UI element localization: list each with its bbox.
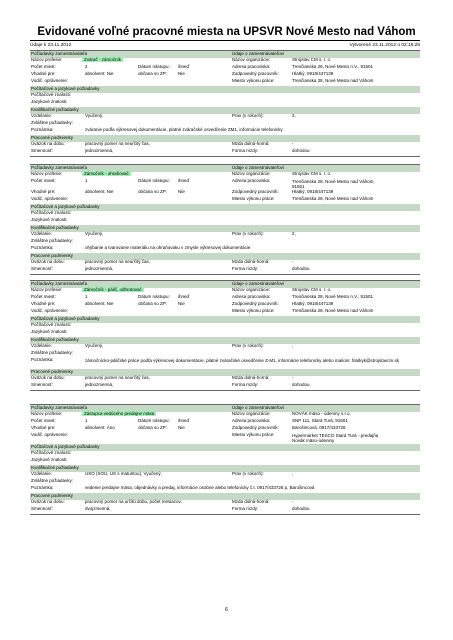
field-label: Miesto výkonu práce: xyxy=(232,432,275,437)
workplace-value: Trenčianska 28, Nové Mesto nad Váhom xyxy=(292,308,374,313)
listing-divider xyxy=(30,390,420,391)
listing-row xyxy=(30,358,420,369)
shifts-value: jednozmenná, xyxy=(85,265,114,271)
field-label: Poznámka: xyxy=(31,484,54,490)
job-listing xyxy=(30,404,420,515)
practice-value: , xyxy=(292,343,294,348)
field-label: Názov organizácie: xyxy=(232,411,271,416)
education-value: Vyučený, xyxy=(85,113,104,118)
field-label: Forma mzdy: xyxy=(232,505,259,511)
field-label: Vodič. oprávnenie: xyxy=(31,195,69,201)
field-label: Poznámka: xyxy=(31,357,54,362)
field-label: Prax (v rokoch): xyxy=(232,343,264,348)
section-label: Pracovné podmienky xyxy=(31,252,74,258)
listing-row xyxy=(30,93,420,100)
contact-value: Hlatký, 0918/447139 xyxy=(292,71,334,76)
shifts-value: jednozmenná, xyxy=(85,148,114,153)
field-label: Počet miest: xyxy=(31,178,56,183)
field-label: Vhodné pre: xyxy=(31,188,56,194)
field-label: Smennosť: xyxy=(31,265,53,271)
field-label: Mzda dolná-horná: xyxy=(232,374,270,380)
field-label: Adresa pracoviska: xyxy=(232,178,271,183)
pay-form-value: dohodou xyxy=(292,265,310,271)
listing-row xyxy=(30,100,420,107)
created-timestamp: Vytvorené 23.11.2012 o 02:16:25 xyxy=(349,43,420,48)
field-label: občana so ZP: xyxy=(138,425,168,430)
graduate-value: Nie xyxy=(178,188,185,194)
field-label: Adresa pracoviska: xyxy=(232,418,271,423)
graduate-value: Nie xyxy=(178,71,185,76)
field-label: Prax (v rokoch): xyxy=(232,470,264,476)
count-value: 1 xyxy=(85,294,88,299)
field-label: Vzdelanie: xyxy=(31,343,53,348)
field-label: Počítačové znalosti: xyxy=(31,322,72,327)
field-label: Vzdelanie: xyxy=(31,230,53,236)
listing-row xyxy=(30,172,420,179)
qualification-section-header xyxy=(30,204,420,211)
note-value: zváranie podľa výkresovej dokumentácie, platné zváračské osvedčenie ZM1, informácie telefonicky xyxy=(85,127,283,132)
field-label: Názov profesie: xyxy=(31,287,63,292)
org-value: Strojstav CM s. r. o. xyxy=(292,57,332,62)
practice-value: , xyxy=(292,470,294,476)
field-label: Názov organizácie: xyxy=(232,171,271,176)
profession-value: Zámočník - ohraňovač xyxy=(84,171,129,176)
listing-divider xyxy=(30,156,420,157)
field-label: Zodpovedný pracovník: xyxy=(232,301,279,306)
salary-value: - xyxy=(292,498,294,504)
field-label: Zvláštne požiadavky: xyxy=(31,350,74,355)
section-label: Pracovné podmienky xyxy=(31,368,74,374)
field-label: Počítačové znalosti: xyxy=(31,209,72,215)
profession-value: Zástupca vedúceho predajne mäsa xyxy=(84,411,155,416)
section-label: Údaje o zamestnávateľovi xyxy=(232,281,284,286)
shifts-value: jednozmenná, xyxy=(85,381,114,387)
field-label: Smennosť: xyxy=(31,505,53,511)
field-label: Adresa pracoviska: xyxy=(232,64,271,69)
field-label: Názov organizácie: xyxy=(232,287,271,292)
field-label: Úväzok na dobu: xyxy=(31,498,65,504)
section-label: Údaje o zamestnávateľovi xyxy=(232,165,284,170)
practice-value: 2, xyxy=(292,230,296,236)
start-value: ihneď xyxy=(178,178,190,183)
field-label: Poznámka: xyxy=(31,127,54,132)
employment-value: pracovný pomer na neurčitý čas, xyxy=(85,374,151,380)
job-listing xyxy=(30,50,420,157)
section-label: Požiadavky zamestnávateľa xyxy=(31,281,88,286)
listing-row xyxy=(30,426,420,433)
suitable-value: absolvent: Nie xyxy=(85,301,114,306)
field-label: Forma mzdy: xyxy=(232,148,259,153)
field-label: Dátum nástupu: xyxy=(138,64,170,69)
workplace-value: Trenčianska 28, Nové Mesto nad Váhom xyxy=(292,78,374,83)
education-value: USO (SOU, US s maturitou), Vyučený, xyxy=(85,470,162,476)
contact-value: Hlatký, 0918/447139 xyxy=(292,301,334,306)
listing-row xyxy=(30,433,420,444)
field-label: Dátum nástupu: xyxy=(138,418,170,423)
field-label: Poznámka: xyxy=(31,244,54,250)
title-rule xyxy=(30,40,420,41)
field-label: Počet miest: xyxy=(31,64,56,69)
page-number: 6 xyxy=(225,607,228,613)
field-label: Názov profesie: xyxy=(31,411,63,416)
pay-form-value: dohodou xyxy=(292,505,310,511)
section-label: Kvalifikačné požiadavky xyxy=(31,107,79,112)
listing-row xyxy=(30,330,420,337)
section-label: Kvalifikačné požiadavky xyxy=(31,224,79,230)
workplace-value: Trenčianska 28, Nové Mesto nad Váhom xyxy=(292,195,374,201)
listing-row xyxy=(30,149,420,156)
listing-row xyxy=(30,458,420,465)
field-label: Adresa pracoviska: xyxy=(232,294,271,299)
employment-value: pracovný pomer na neurčitý čas, xyxy=(85,258,151,264)
field-label: Počítačové znalosti: xyxy=(31,92,72,97)
field-label: Vhodné pre: xyxy=(31,425,56,430)
section-label: Požiadavky zamestnávateľa xyxy=(31,405,88,410)
employment-value: pracovný pomer na určitú dobu, počet mesiacov, xyxy=(85,498,182,504)
field-label: Jazykové znalosti: xyxy=(31,216,68,222)
listing-row xyxy=(30,79,420,86)
listing-row xyxy=(30,486,420,493)
section-label: Požiadavky zamestnávateľa xyxy=(31,51,88,56)
salary-value: - xyxy=(292,141,294,146)
field-label: Vodič. oprávnenie: xyxy=(31,308,69,313)
listing-row xyxy=(30,351,420,358)
graduate-value: Nie xyxy=(178,301,185,306)
field-label: Prax (v rokoch): xyxy=(232,113,264,118)
listing-row xyxy=(30,412,420,419)
shifts-value: dvojzmenná, xyxy=(85,505,111,511)
profession-value: Zvárač - zámočník xyxy=(84,57,122,62)
field-label: Miesto výkonu práce: xyxy=(232,308,275,313)
listing-row xyxy=(30,211,420,218)
field-label: Jazykové znalosti: xyxy=(31,99,68,104)
start-value: ihneď xyxy=(178,294,190,299)
address-value: Trenčianska 28, Nové Mesto nad Váhom, 91501 xyxy=(292,179,375,190)
field-label: Smennosť: xyxy=(31,381,53,387)
field-label: Forma mzdy: xyxy=(232,381,259,387)
field-label: Počet miest: xyxy=(31,418,56,423)
listing-row xyxy=(30,114,420,121)
field-label: Zodpovedný pracovník: xyxy=(232,71,279,76)
practice-value: 2, xyxy=(292,113,296,118)
listing-divider xyxy=(30,274,420,275)
field-label: Úväzok na dobu: xyxy=(31,141,65,146)
note-value: ohýbanie a tvarovanie materiálu na ohraňovaku v zmysle výkresovej dokumentácie xyxy=(85,244,251,250)
listing-row xyxy=(30,197,420,204)
count-value: 1 xyxy=(85,178,88,183)
section-label: Kvalifikačné požiadavky xyxy=(31,337,79,342)
field-label: Vodič. oprávnenie: xyxy=(31,78,69,83)
org-value: Strojstav CM s. r. o. xyxy=(292,287,332,292)
field-label: občana so ZP: xyxy=(138,301,168,306)
field-label: Zvláštne požiadavky: xyxy=(31,120,74,125)
field-label: Zodpovedný pracovník: xyxy=(232,188,279,194)
listing-row xyxy=(30,267,420,274)
qualification-section-header xyxy=(30,444,420,451)
listing-row xyxy=(30,218,420,225)
qualification-section-header xyxy=(30,316,420,323)
org-value: NOVÁK mäso - údeniny s.r.o. xyxy=(292,411,351,416)
section-label: Počítačové a jazykové požiadavky xyxy=(31,443,100,449)
field-label: Smennosť: xyxy=(31,148,53,153)
field-label: Vodič. oprávnenie: xyxy=(31,432,69,437)
field-label: Počet miest: xyxy=(31,294,56,299)
listing-row xyxy=(30,323,420,330)
employment-value: pracovný pomer na neurčitý čas, xyxy=(85,141,151,146)
job-listing xyxy=(30,164,420,275)
count-value: 2 xyxy=(85,64,88,69)
field-label: Názov profesie: xyxy=(31,171,63,176)
field-label: Mzda dolná-horná: xyxy=(232,258,270,264)
field-label: Počítačové znalosti: xyxy=(31,449,72,455)
field-label: Zvláštne požiadavky: xyxy=(31,477,74,483)
section-label: Počítačové a jazykové požiadavky xyxy=(31,203,100,209)
job-listing xyxy=(30,280,420,391)
listing-row xyxy=(30,383,420,390)
profession-value: Zámočník - pálič, odhrotovač xyxy=(84,287,142,292)
section-label: Údaje o zamestnávateľovi xyxy=(232,405,284,410)
field-label: Prax (v rokoch): xyxy=(232,230,264,236)
listing-row xyxy=(30,472,420,479)
field-label: Mzda dolná-horná: xyxy=(232,498,270,504)
section-label: Kvalifikačné požiadavky xyxy=(31,464,79,470)
page-title: Evidované voľné pracovné miesta na UPSVR Nové Mesto nad Váhom xyxy=(37,26,416,38)
listing-row xyxy=(30,451,420,458)
listing-row xyxy=(30,507,420,514)
listing-row xyxy=(30,344,420,351)
note-value: zámočnícko-páličské práce podľa výkresovej dokumentácie, platné zváračské osvedčenie Z-M1, informácie telefonicky alebo mailom: hlatkyk@strojstavcm.sk xyxy=(85,358,400,363)
start-value: ihneď xyxy=(178,64,190,69)
contact-value: Hlatký, 0918/447139 xyxy=(292,188,334,194)
field-label: Jazykové znalosti: xyxy=(31,456,68,462)
field-label: Mzda dolná-horná: xyxy=(232,141,270,146)
pay-form-value: dohodou xyxy=(292,148,310,153)
section-label: Pracovné podmienky xyxy=(31,492,74,498)
address-value: Trenčianska 28, Nové Mesto n.V., 91501 xyxy=(292,64,373,69)
workplace-value: Hypermarket TESCO Stará Turá - predajňa Novák mäso-údeniny xyxy=(292,433,379,444)
data-date: Údaje k 23.11.2012 xyxy=(30,43,72,48)
listing-divider xyxy=(30,514,420,515)
salary-value: - xyxy=(292,258,294,264)
field-label: Vhodné pre: xyxy=(31,301,56,306)
field-label: Zodpovedný pracovník: xyxy=(232,425,279,430)
field-label: Názov profesie: xyxy=(31,57,63,62)
field-label: občana so ZP: xyxy=(138,188,168,194)
field-label: Názov organizácie: xyxy=(232,57,271,62)
field-label: Zvláštne požiadavky: xyxy=(31,237,74,243)
suitable-value: absolvent: Áno xyxy=(85,425,115,430)
field-label: Dátum nástupu: xyxy=(138,294,170,299)
field-label: Forma mzdy: xyxy=(232,265,259,271)
field-label: Úväzok na dobu: xyxy=(31,374,65,380)
contact-value: Barošincová, 0917/433726 xyxy=(292,425,346,430)
suitable-value: absolvent: Nie xyxy=(85,71,114,76)
graduate-value: Nie xyxy=(178,425,185,430)
listing-row xyxy=(30,232,420,239)
field-label: Vzdelanie: xyxy=(31,470,53,476)
field-label: Dátum nástupu: xyxy=(138,178,170,183)
education-value: Vyučený, xyxy=(85,343,104,348)
pay-form-value: dohodou xyxy=(292,381,310,387)
listing-row xyxy=(30,179,420,190)
address-value: Trenčianska 28, Nové Mesto n.V., 91501 xyxy=(292,294,373,299)
start-value: ihneď xyxy=(178,418,190,423)
section-label: Pracovné podmienky xyxy=(31,135,74,140)
field-label: Jazykové znalosti: xyxy=(31,329,68,334)
address-value: SNP 111, Stará Turá, 91601 xyxy=(292,418,348,423)
note-value: vedenie predajne mäsa, objednávky a predaj, informácie osobne alebo telefonicky č.t. 0917/433726 p. Barošincová xyxy=(85,484,315,490)
section-label: Počítačové a jazykové požiadavky xyxy=(31,316,100,321)
field-label: Vhodné pre: xyxy=(31,71,56,76)
section-label: Požiadavky zamestnávateľa xyxy=(31,165,88,170)
section-label: Údaje o zamestnávateľovi xyxy=(232,51,284,56)
field-label: Vzdelanie: xyxy=(31,113,53,118)
listing-row xyxy=(30,128,420,135)
suitable-value: absolvent: Nie xyxy=(85,188,114,194)
count-value: 1 xyxy=(85,418,88,423)
field-label: Úväzok na dobu: xyxy=(31,258,65,264)
field-label: Miesto výkonu práce: xyxy=(232,78,275,83)
listing-row xyxy=(30,246,420,253)
listing-row xyxy=(30,309,420,316)
education-value: Vyučený, xyxy=(85,230,104,236)
salary-value: - xyxy=(292,374,294,380)
qualification-section-header xyxy=(30,86,420,93)
section-label: Počítačové a jazykové požiadavky xyxy=(31,86,100,91)
field-label: občana so ZP: xyxy=(138,71,168,76)
org-value: Strojstav CM s. r. o. xyxy=(292,171,332,176)
field-label: Miesto výkonu práce: xyxy=(232,195,275,201)
